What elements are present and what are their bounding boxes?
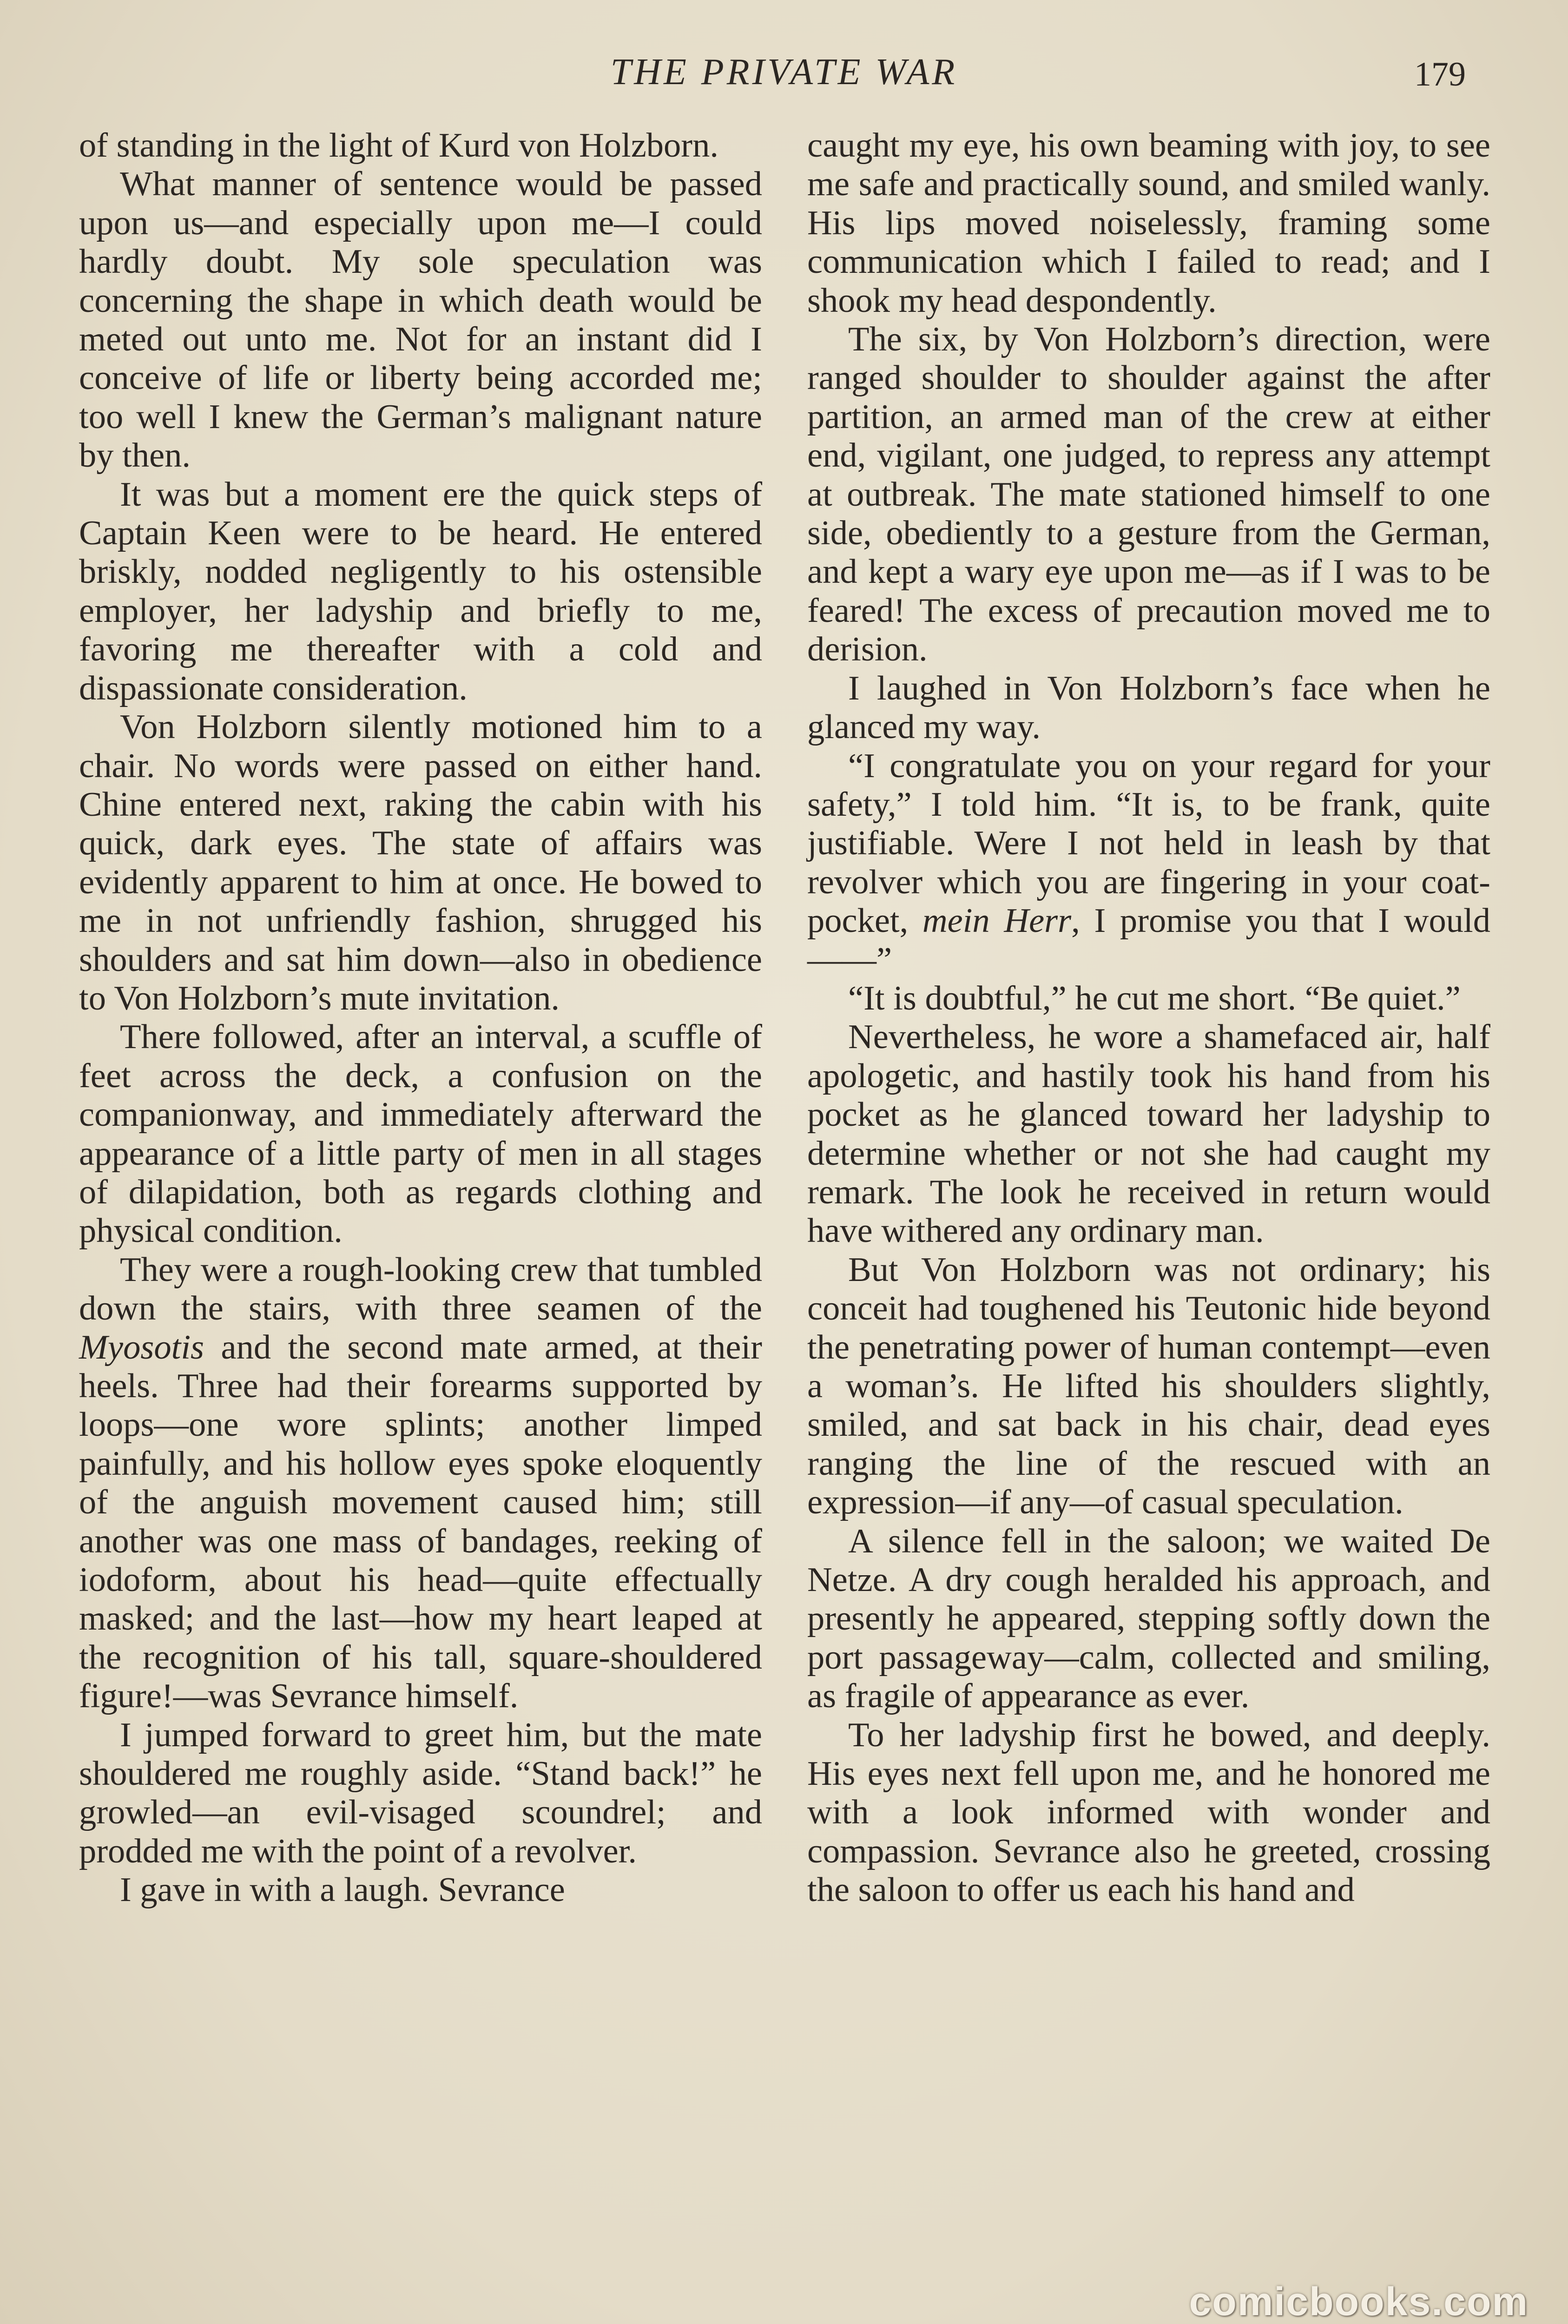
paragraph: A silence fell in the saloon; we waited De Netze. A dry cough heralded his approach, and presently he appeared, stepping softly down the port passageway—calm, collected and smiling, as fragile of appearance as ever. [807, 1522, 1490, 1716]
paragraph: But Von Holzborn was not ordinary; his conceit had toughened his Teutonic hide beyond the penetrating power of human contempt—even a woman’s. He lifted his shoulders slightly, smiled, and sat back in his chair, dead eyes ranging the line of the rescued with an expression—if any—of casual speculation. [807, 1250, 1490, 1522]
paragraph: There followed, after an interval, a scuffle of feet across the deck, a confusion on the companionway, and immediately afterward the appearance of a little party of men in all stages of dilapidation, both as regards clothing and physical condition. [79, 1018, 762, 1250]
paragraph: I jumped forward to greet him, but the mate shouldered me roughly aside. “Stand back!” he growled—an evil-visaged scoundrel; and prodded me with the point of a revolver. [79, 1716, 762, 1870]
watermark-logo: comicbooks.com [1189, 2279, 1528, 2324]
paragraph: Von Holzborn silently motioned him to a chair. No words were passed on either hand. Chine entered next, raking the cabin with his quick, dark eyes. The state of affairs was evidently apparent to him at once. He bowed to me in not unfriendly fashion, shrugged his shoulders and sat him down—also in obedience to Von Holzborn’s mute invitation. [79, 708, 762, 1017]
left-column [79, 126, 762, 1910]
running-title: THE PRIVATE WAR [610, 52, 958, 92]
paragraph: “It is doubtful,” he cut me short. “Be quiet.” [848, 979, 1461, 1017]
paragraph: I laughed in Von Holzborn’s face when he glanced my way. [807, 669, 1490, 746]
right-column [807, 126, 1490, 1910]
page-header [74, 42, 1494, 112]
paragraph: “I congratulate you on your regard for your safety,” I told him. “It is, to be frank, quite justifiable. Were I not held in leash by that revolver which you are fingering in your coat-pocket, mein Herr, I promise you that I would——” [807, 746, 1490, 979]
paragraph: caught my eye, his own beaming with joy, to see me safe and practically sound, and smiled wanly. His lips moved noiselessly, framing some communication which I failed to read; and I shook my head despondently. [807, 126, 1490, 320]
paragraph: It was but a moment ere the quick steps of Captain Keen were to be heard. He entered briskly, nodded negligently to his ostensible employer, her ladyship and briefly to me, favoring me thereafter with a cold and dispassionate consideration. [79, 475, 762, 707]
paragraph: The six, by Von Holzborn’s direction, were ranged shoulder to shoulder against the after partition, an armed man of the crew at either end, vigilant, one judged, to repress any attempt at outbreak. The mate stationed himself to one side, obediently to a gesture from the German, and kept a wary eye upon me—as if I was to be feared! The excess of precaution moved me to derision. [807, 320, 1490, 669]
paragraph: I gave in with a laugh. Sevrance [120, 1871, 565, 1909]
paragraph: They were a rough-looking crew that tumbled down the stairs, with three seamen of the Myosotis and the second mate armed, at their heels. Three had their forearms supported by loops—one wore splints; another limped painfully, and his hollow eyes spoke eloquently of the anguish movement caused him; still another was one mass of bandages, reeking of iodoform, about his head—quite effectually masked; and the last—how my heart leaped at the recognition of his tall, square-shouldered figure!—was Sevrance himself. [79, 1250, 762, 1716]
paragraph: What manner of sentence would be passed upon us—and especially upon me—I could hardly doubt. My sole speculation was concerning the shape in which death would be meted out unto me. Not for an instant did I conceive of life or liberty being accorded me; too well I knew the German’s malignant nature by then. [79, 165, 762, 475]
page-number: 179 [1414, 55, 1466, 93]
paragraph: of standing in the light of Kurd von Holzborn. [79, 126, 718, 165]
paragraph: To her ladyship first he bowed, and deeply. His eyes next fell upon me, and he honored me with a look informed with wonder and compassion. Sevrance also he greeted, crossing the saloon to offer us each his hand and [807, 1716, 1490, 1909]
paragraph: Nevertheless, he wore a shamefaced air, half apologetic, and hastily took his hand from his pocket as he glanced toward her ladyship to determine whether or not she had caught my remark. The look he received in return would have withered any ordinary man. [807, 1018, 1490, 1250]
